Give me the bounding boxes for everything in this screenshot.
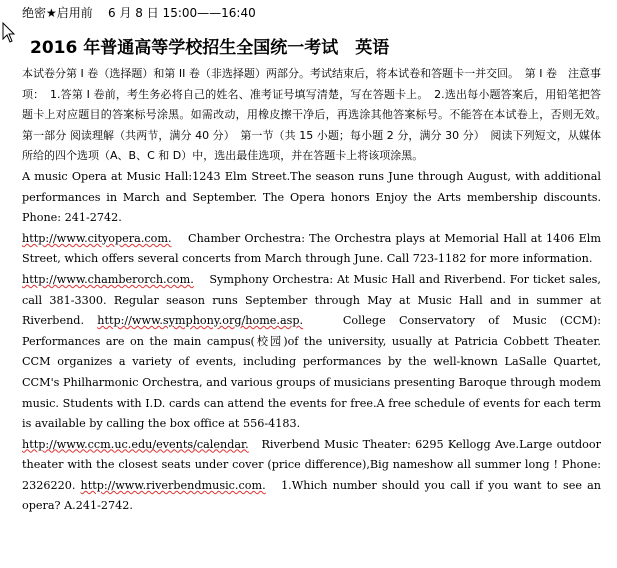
passage-symphony: Symphony Orchestra: At Music Hall and Riverbend. For ticket sales, call 381-3300. Regular season runs September through May at Music Hall and in summer at Riverbend. [22, 272, 601, 328]
riverbend-url-link[interactable]: http://www.riverbendmusic.com. [80, 478, 266, 492]
passage-ccm-url-line [22, 435, 601, 517]
exam-instructions: 本试卷分第 I 卷（选择题）和第 II 卷（非选择题）两部分。考试结束后，将本试卷和答题卡一并交回。 第 I 卷 注意事项： 1.答第 I 卷前，考生务必将自己的姓名、准考证号填写清楚，写在答题卡上。 2.选出每小题答案后，用铅笔把答题卡上对应题目的答案标号涂黑。如需改动，用橡皮擦干净后，再选涂其他答案标号。不能答在本试卷上，否则无效。 第一部分 阅读理解（共两节，满分 40 分） 第一节（共 15 小题；每小题 2 分，满分 30 分） 阅读下列短文，从媒体所给的四个选项（A、B、C 和 D）中，选出最佳选项，并在答题卡上将该项涂黑。 [22, 67, 612, 163]
passage-riverbend: Riverbend Music Theater: 6295 Kellogg Ave.Large outdoor theater with the closest seats under cover (price difference),Big nameshow all summer long ! Phone: 2326220. [22, 437, 601, 492]
document-header [22, 4, 256, 21]
symphony-url-link[interactable]: http://www.symphony.org/home.asp. [97, 314, 304, 328]
mouse-cursor-icon [2, 22, 16, 44]
document-body [22, 64, 612, 517]
passage-opera-url-line [22, 229, 601, 270]
passage-chamber-url-line [22, 270, 601, 435]
passage-chamber: Chamber Orchestra: The Orchestra plays at Memorial Hall at 1406 Elm Street, which offers several concerts from March through June. Call 723-1182 for more information. [22, 231, 601, 266]
question-1: 1.Which number should you call if you want to see an opera? A.241-2742. [22, 478, 601, 513]
opera-url-link[interactable]: http://www.cityopera.com. [22, 231, 172, 245]
passage-ccm: College Conservatory of Music (CCM): Performances are on the main campus(校园)of the university, usually at Patricia Cobbett Theater. CCM organizes a variety of events, including performances by the well-known LaSalle Quartet, CCM's Philharmonic Orchestra, and various groups of musicians presenting Baroque through modem music. Students with I.D. cards can attend the events for free.A free schedule of events for each term is available by calling the box office at 556-4183. [22, 314, 601, 431]
chamber-url-link[interactable]: http://www.chamberorch.com. [22, 272, 194, 286]
confidential-label: 绝密★启用前 [22, 6, 93, 20]
exam-date-time: 6 月 8 日 15:00——16:40 [108, 6, 256, 20]
passage-opera: A music Opera at Music Hall:1243 Elm Street.The season runs June through August, with additional performances in March and September. The Opera honors Enjoy the Arts membership discounts. Phone: 241-2742. [22, 169, 601, 225]
document-title: 2016 年普通高等学校招生全国统一考试 英语 [30, 38, 390, 58]
ccm-url-link[interactable]: http://www.ccm.uc.edu/events/calendar. [22, 437, 249, 451]
